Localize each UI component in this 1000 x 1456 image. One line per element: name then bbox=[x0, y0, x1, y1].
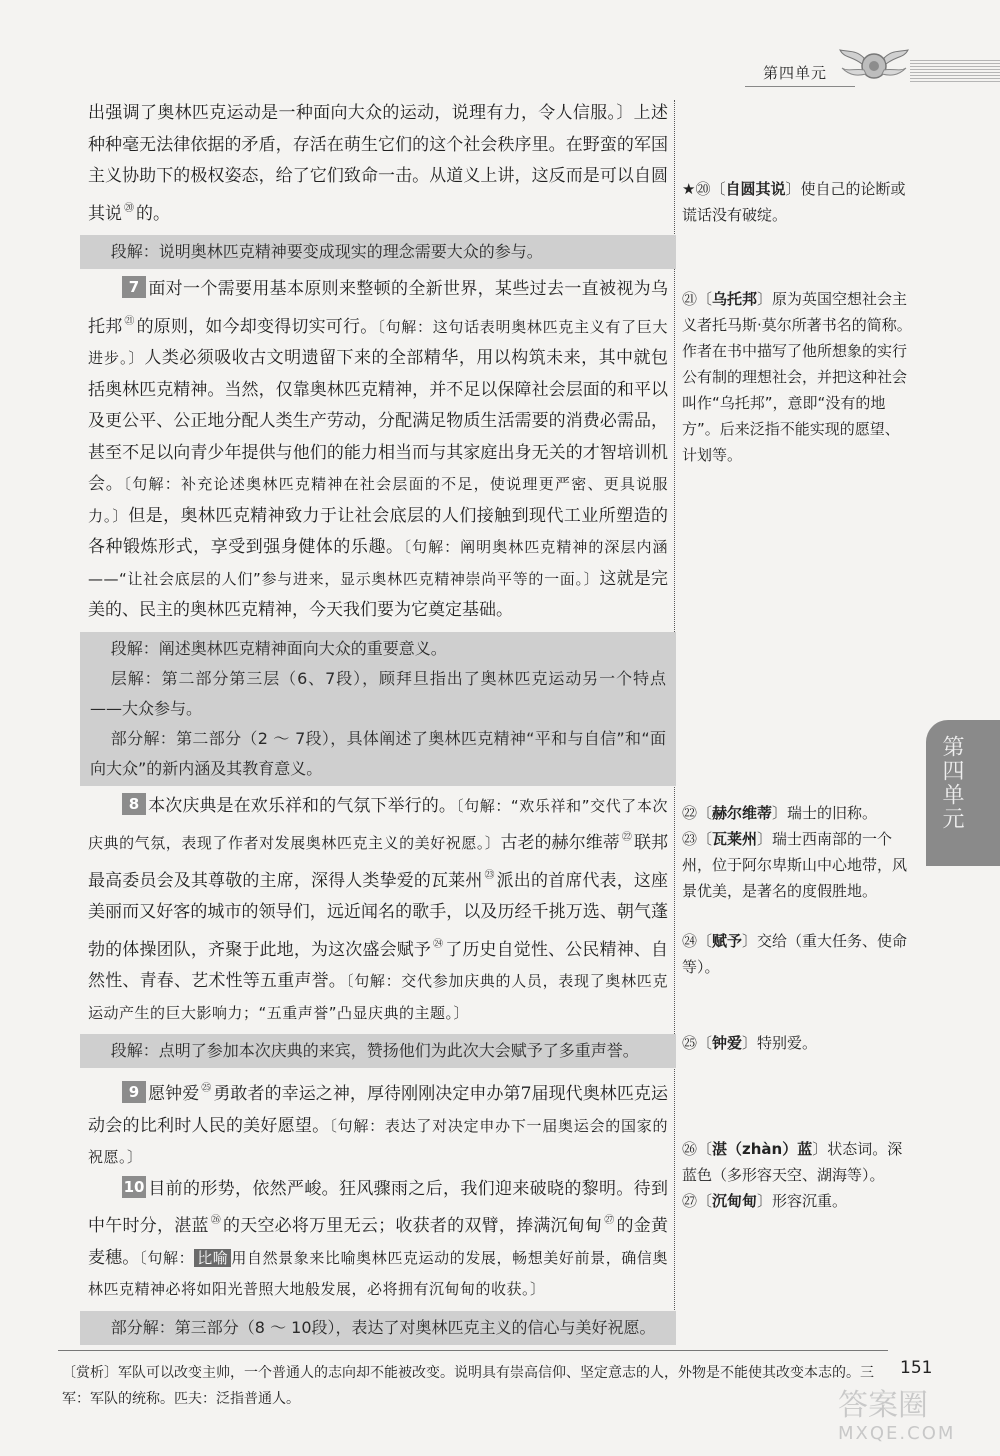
footnote-mark-22: ㉒ bbox=[621, 832, 632, 843]
p8-sentence-note-2: 〔句解：交代参加庆典的人员，表现了奥林匹克运动产生的巨大影响力；“五重声誉”凸显庆典的主题。〕 bbox=[88, 972, 668, 1022]
gloss-21-term: 乌托邦 bbox=[712, 290, 758, 308]
main-text-column bbox=[88, 98, 668, 1350]
intro-tail: 的。 bbox=[136, 203, 170, 224]
p8-text-5: 了历史自觉性、公民精神、自然性、青春、艺术性等五重声誉。 bbox=[88, 939, 669, 991]
paragraph-number-8: 8 bbox=[122, 793, 146, 815]
watermark-line-2: MXQE.COM bbox=[838, 1423, 956, 1444]
page-number: 151 bbox=[900, 1358, 933, 1378]
p8-text-3: 联邦最高委员会及其尊敬的主席，深得人类挚爱的瓦莱州 bbox=[88, 833, 669, 891]
gloss-22-term: 赫尔维蒂 bbox=[712, 804, 773, 822]
box2-line-2: 层解：第二部分第三层（6、7段），顾拜旦指出了奥林匹克运动另一个特点——大众参与。 bbox=[90, 668, 666, 718]
paragraph-10 bbox=[88, 1174, 668, 1306]
footer-rule bbox=[58, 1350, 888, 1351]
gloss-note-23 bbox=[682, 826, 912, 904]
gloss-27-term: 沉甸甸 bbox=[712, 1192, 758, 1210]
gloss-20-text: 〕使自己的论断或谎话没有破绽。 bbox=[682, 180, 906, 224]
header-unit-label: 第四单元 bbox=[763, 64, 828, 82]
p10-note-open: 〔句解： bbox=[139, 1248, 195, 1267]
winged-emblem-icon bbox=[838, 38, 910, 84]
analysis-box-3 bbox=[80, 1034, 676, 1068]
p10-text-1: 目前的形势，依然严峻。狂风骤雨之后，我们迎来破晓的黎明。待到中午时分，湛蓝 bbox=[88, 1178, 668, 1236]
gloss-21-text: 〕原为英国空想社会主义者托马斯·莫尔所著书名的简称。作者在书中描写了他所想象的实行公有制的理想社会，并把这种社会叫作“乌托邦”，意即“没有的地方”。后来泛指不能实现的愿望、计划等。 bbox=[682, 290, 912, 464]
gloss-22-text: 〕瑞士的旧称。 bbox=[772, 804, 878, 822]
analysis-box-4 bbox=[80, 1311, 676, 1345]
paragraph-7 bbox=[88, 274, 668, 627]
box2-line-1: 段解：阐述奥林匹克精神面向大众的重要意义。 bbox=[110, 638, 447, 658]
p7-text-2: 的原则，如今却变得切实可行。 bbox=[136, 316, 378, 337]
box1-text: 段解：说明奥林匹克精神要变成现实的理念需要大众的参与。 bbox=[110, 242, 543, 261]
box2-line-3: 部分解：第二部分（2 ～ 7段），具体阐述了奥林匹克精神“平和与自信”和“面向大众”的新内涵及其教育意义。 bbox=[90, 728, 666, 778]
footnote-mark-24: ㉔ bbox=[433, 938, 444, 950]
paragraph-number-7: 7 bbox=[122, 276, 146, 298]
gloss-26-open: ㉖〔 bbox=[682, 1140, 713, 1158]
unit-side-tab-label: 第四单元 bbox=[939, 735, 964, 831]
paragraph-9 bbox=[88, 1073, 668, 1174]
p9-text-2: 勇敢者的幸运之神，厚待刚刚决定申办第7届现代奥林匹克运动会的比利时人民的美好愿望。 bbox=[88, 1084, 668, 1136]
p7-sentence-note-2: 〔句解：补充论述奥林匹克精神在社会层面的不足，使说理更严密、更具说服力。〕 bbox=[88, 475, 668, 525]
p10-sentence-note: 用自然景象来比喻奥林匹克运动的发展，畅想美好前景，确信奥林匹克精神必将如阳光普照大地般发展，必将拥有沉甸甸的收获。〕 bbox=[88, 1248, 668, 1298]
p7-sentence-note-3: 〔句解：阐明奥林匹克精神的深层内涵——“让社会底层的人们”参与进来，显示奥林匹克精神崇尚平等的一面。〕 bbox=[88, 538, 668, 588]
box3-text: 段解：点明了参加本次庆典的来宾，赞扬他们为此次大会赋予了多重声誉。 bbox=[110, 1041, 639, 1060]
gloss-20-term: 自圆其说 bbox=[725, 180, 786, 198]
footnote-mark-26: ㉖ bbox=[210, 1215, 221, 1226]
paragraph-8 bbox=[88, 791, 668, 1030]
gloss-note-22 bbox=[682, 800, 912, 826]
footnote-mark-25: ㉕ bbox=[201, 1083, 212, 1094]
gloss-23-open: ㉓〔 bbox=[682, 830, 713, 848]
p8-sentence-note-1: 〔句解：“欢乐祥和”交代了本次庆典的气氛，表现了作者对发展奥林匹克主义的美好祝愿。〕 bbox=[88, 796, 669, 852]
gloss-note-26 bbox=[682, 1136, 912, 1188]
gloss-note-25 bbox=[682, 1030, 912, 1056]
gloss-23-text: 〕瑞士西南部的一个州，位于阿尔卑斯山中心地带，风景优美，是著名的度假胜地。 bbox=[682, 830, 908, 900]
p7-text-4: 但是，奥林匹克精神致力于让社会底层的人们接触到现代工业所塑造的各种锻炼形式，享受到强身健体的乐趣。 bbox=[88, 505, 668, 557]
gloss-24-text: 〕交给（重大任务、使命等）。 bbox=[682, 932, 908, 976]
p8-text-4: 派出的首席代表，这座美丽而又好客的城市的领导们，远近闻名的歌手，以及历经千挑万选、朝气蓬勃的体操团队，齐聚于此地，为这次盛会赋予 bbox=[88, 870, 669, 960]
gloss-note-24 bbox=[682, 928, 912, 980]
gloss-25-text: 〕特别爱。 bbox=[742, 1034, 818, 1052]
gloss-24-term: 赋予 bbox=[712, 932, 743, 950]
appreciation-note: 〔赏析〕军队可以改变主帅，一个普通人的志向却不能被改变。说明具有崇高信仰、坚定意志的人，外物是不能使其改变本志的。三军：军队的统称。匹夫：泛指普通人。 bbox=[62, 1365, 874, 1407]
gloss-note-27 bbox=[682, 1188, 912, 1214]
p8-text-1: 本次庆典是在欢乐祥和的气氛下举行的。 bbox=[148, 795, 456, 816]
p9-text-1: 愿钟爱 bbox=[148, 1084, 200, 1104]
footnote-mark-27: ㉗ bbox=[604, 1215, 615, 1226]
gloss-26-term: 湛（zhàn）蓝 bbox=[712, 1140, 813, 1158]
footnote-mark-23: ㉓ bbox=[484, 869, 495, 881]
gloss-note-21 bbox=[682, 286, 912, 468]
paragraph-6-end bbox=[88, 98, 668, 230]
analysis-box-1 bbox=[80, 235, 676, 269]
gloss-25-open: ㉕〔 bbox=[682, 1034, 713, 1052]
p9-sentence-note-1: 〔句解：表达了对决定申办下一届奥运会的国家的祝愿。〕 bbox=[88, 1116, 668, 1166]
gloss-27-open: ㉗〔 bbox=[682, 1192, 713, 1210]
gloss-20-open: ★⑳〔 bbox=[682, 180, 726, 198]
footnote-mark-20: ⑳ bbox=[124, 202, 134, 214]
p7-sentence-note-1: 〔句解：这句话表明奥林匹克主义有了巨大进步。〕 bbox=[88, 317, 669, 367]
intro-text: 出强调了奥林匹克运动是一种面向大众的运动，说理有力，令人信服。〕上述种种毫无法律依据的矛盾，存活在萌生它们的这个社会秩序里。在野蛮的军国主义协助下的极权姿态，给了它们致命一击。从道义上讲，这反而是可以自圆其说 bbox=[88, 103, 668, 224]
paragraph-number-10: 10 bbox=[123, 1177, 145, 1196]
paragraph-number-9: 9 bbox=[122, 1081, 146, 1103]
watermark-logo bbox=[838, 1388, 998, 1452]
p10-text-2: 的天空必将万里无云；收获者的双臂，捧满沉甸甸 bbox=[222, 1216, 603, 1236]
box4-text: 部分解：第三部分（8 ～ 10段），表达了对奥林匹克主义的信心与美好祝愿。 bbox=[110, 1317, 656, 1337]
p7-text-5: 这就是完美的、民主的奥林匹克精神，今天我们要为它奠定基础。 bbox=[88, 568, 669, 620]
p8-text-2: 古老的赫尔维蒂 bbox=[500, 833, 620, 853]
metaphor-highlight-badge: 比喻 bbox=[194, 1249, 231, 1267]
p10-text-3: 的金黄麦穗。 bbox=[88, 1216, 669, 1268]
gloss-22-open: ㉒〔 bbox=[682, 804, 713, 822]
gloss-24-open: ㉔〔 bbox=[682, 932, 713, 950]
gloss-27-text: 〕形容沉重。 bbox=[757, 1192, 848, 1210]
gloss-note-20 bbox=[682, 176, 912, 228]
gloss-25-term: 钟爱 bbox=[712, 1034, 743, 1052]
footnote-mark-21: ㉑ bbox=[124, 315, 135, 327]
header-rule bbox=[745, 86, 855, 87]
header-stripes bbox=[910, 60, 1000, 82]
p7-text-3: 人类必须吸收古文明遗留下来的全部精华，用以构筑未来，其中就包括奥林匹克精神。当然，仅靠奥林匹克精神，并不足以保障社会层面的和平以及更公平、公正地分配人类生产劳动，分配满足物质生活需要的消费必需品，甚至不足以向青少年提供与他们的能力相当而与其家庭出身无关的才智培训机会。 bbox=[88, 348, 668, 494]
gloss-26-text: 〕状态词。深蓝色（多形容天空、湖海等）。 bbox=[682, 1140, 903, 1184]
gloss-21-open: ㉑〔 bbox=[682, 290, 713, 308]
p7-text-1: 面对一个需要用基本原则来整顿的全新世界，某些过去一直被视为乌托邦 bbox=[88, 279, 668, 337]
gloss-23-term: 瓦莱州 bbox=[712, 830, 758, 848]
analysis-box-2 bbox=[80, 632, 676, 786]
watermark-line-1: 答案圈 bbox=[838, 1388, 928, 1423]
